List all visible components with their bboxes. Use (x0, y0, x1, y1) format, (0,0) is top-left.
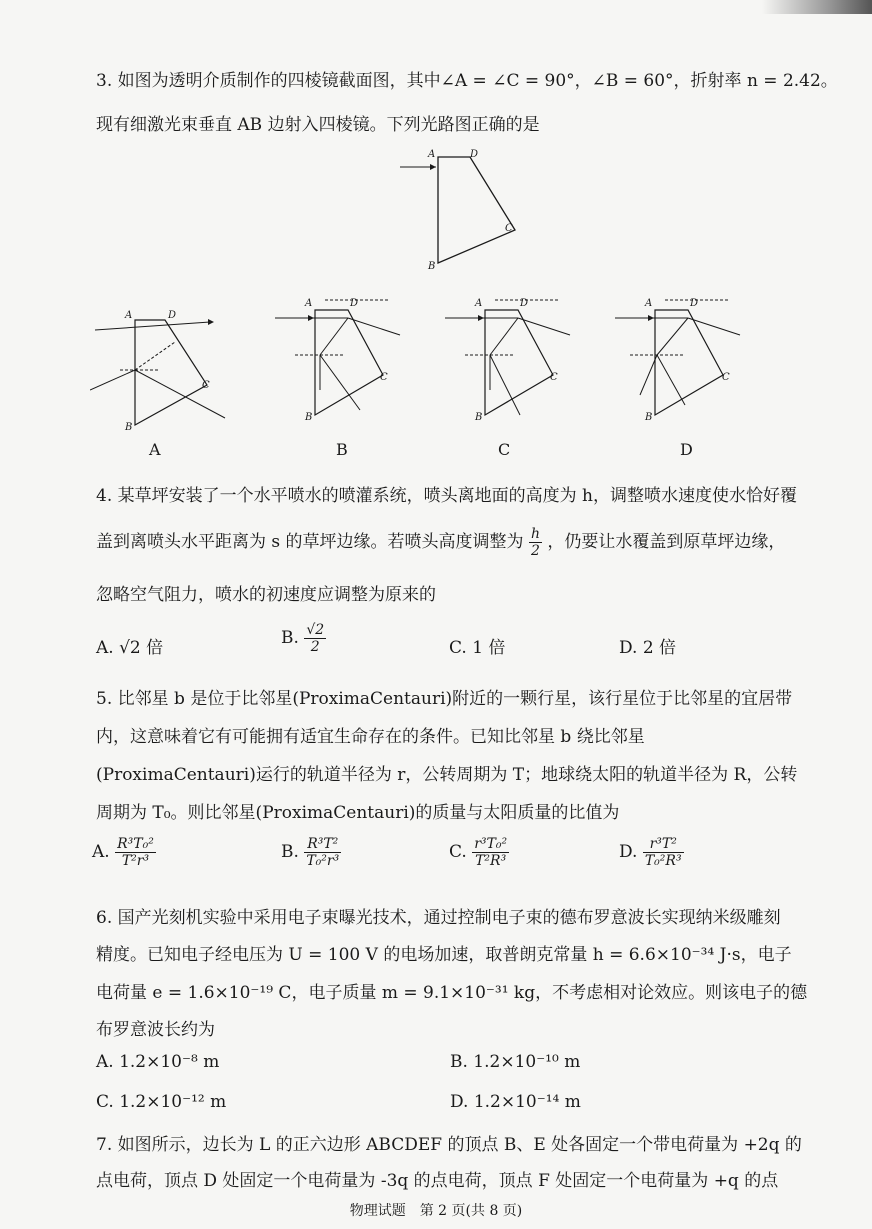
q5-option-b: B. $\frac{\text{R³T²}}{\text{T₀²r³}}$ (281, 836, 340, 869)
svg-text:C: C (202, 380, 210, 391)
q6-line2: 精度。已知电子经电压为 U = 100 V 的电场加速，取普朗克常量 h = 6.6×10⁻³⁴ J·s，电子 (96, 945, 792, 965)
svg-text:A: A (125, 310, 133, 321)
q5-option-d: D. $\frac{\text{r³T²}}{\text{T₀²R³}}$ (619, 836, 682, 869)
q3-option-d-diagram (610, 290, 755, 430)
svg-text:D: D (520, 298, 529, 309)
q5-line2: 内，这意味着它有可能拥有适宜生命存在的条件。已知比邻星 b 绕比邻星 (96, 727, 645, 747)
q4-option-a: A. √2 倍 (96, 638, 164, 658)
q4-line1: 4. 某草坪安装了一个水平喷水的喷灌系统，喷头离地面的高度为 h，调整喷水速度使水恰好覆 (96, 486, 797, 506)
label-D: D (470, 149, 479, 160)
q3-option-b-diagram (270, 290, 415, 430)
q6-option-c: C. 1.2×10⁻¹² m (96, 1092, 227, 1112)
q5-line1: 5. 比邻星 b 是位于比邻星(ProximaCentauri)附近的一颗行星，该行星位于比邻星的宜居带 (96, 689, 793, 709)
svg-text:C: C (550, 372, 558, 383)
svg-text:A: A (645, 298, 653, 309)
svg-text:C: C (722, 372, 730, 383)
q4-option-d: D. 2 倍 (619, 638, 677, 658)
svg-text:B: B (125, 422, 133, 433)
label-B: B (428, 261, 436, 272)
q4-option-c: C. 1 倍 (449, 638, 506, 658)
q3-option-d-label: D (680, 440, 693, 459)
q5-line4: 周期为 T₀。则比邻星(ProximaCentauri)的质量与太阳质量的比值为 (96, 803, 620, 823)
q6-option-d: D. 1.2×10⁻¹⁴ m (450, 1092, 581, 1112)
q3-main-prism (390, 145, 530, 275)
svg-text:B: B (475, 412, 483, 423)
label-C: C (505, 223, 513, 234)
q6-option-a: A. 1.2×10⁻⁸ m (96, 1052, 220, 1072)
q4-fraction: $\frac{h}{2}$ (530, 526, 540, 559)
svg-text:D: D (168, 310, 177, 321)
q3-line1: 3. 如图为透明介质制作的四棱镜截面图，其中∠A = ∠C = 90°，∠B = 60°，折射率 n = 2.42。 (96, 71, 838, 91)
svg-text:B: B (645, 412, 653, 423)
q6-line4: 布罗意波长约为 (96, 1020, 215, 1040)
q6-line1: 6. 国产光刻机实验中采用电子束曝光技术，通过控制电子束的德布罗意波长实现纳米级雕刻 (96, 908, 781, 928)
scan-shadow (762, 0, 872, 14)
q4-option-b: B. $\frac{√2}{2}$ (281, 622, 325, 655)
q6-line3: 电荷量 e = 1.6×10⁻¹⁹ C，电子质量 m = 9.1×10⁻³¹ kg，不考虑相对论效应。则该电子的德 (96, 983, 808, 1003)
q7-line1: 7. 如图所示，边长为 L 的正六边形 ABCDEF 的顶点 B、E 处各固定一个带电荷量为 +2q 的 (96, 1135, 802, 1155)
svg-text:C: C (380, 372, 388, 383)
q3-option-c-label: C (498, 440, 511, 459)
q5-option-c: C. $\frac{\text{r³T₀²}}{\text{T²R³}}$ (449, 836, 508, 869)
q3-option-b-label: B (336, 440, 348, 459)
svg-text:D: D (350, 298, 359, 309)
q4-line3: 忽略空气阻力，喷水的初速度应调整为原来的 (96, 585, 436, 605)
q6-option-b: B. 1.2×10⁻¹⁰ m (450, 1052, 581, 1072)
page-footer: 物理试题 第 2 页(共 8 页) (349, 1203, 523, 1219)
q7-line2: 点电荷，顶点 D 处固定一个电荷量为 -3q 的点电荷，顶点 F 处固定一个电荷量为 +q 的点 (96, 1171, 779, 1191)
q3-option-a-label: A (149, 440, 161, 459)
label-A: A (428, 149, 436, 160)
svg-text:B: B (305, 412, 313, 423)
svg-text:A: A (475, 298, 483, 309)
svg-text:D: D (690, 298, 699, 309)
q5-option-a: A. $\frac{\text{R³T₀²}}{\text{T²r³}}$ (92, 836, 154, 869)
q3-line2: 现有细激光束垂直 AB 边射入四棱镜。下列光路图正确的是 (96, 115, 540, 135)
q3-option-a-diagram (90, 300, 235, 435)
svg-text:A: A (305, 298, 313, 309)
q3-option-c-diagram (440, 290, 585, 430)
q4-line2: 盖到离喷头水平距离为 s 的草坪边缘。若喷头高度调整为 $\frac{h}{2}$ ，仍要让水覆盖到原草坪边缘， (96, 526, 786, 559)
q5-line3: (ProximaCentauri)运行的轨道半径为 r，公转周期为 T；地球绕太阳的轨道半径为 R，公转 (96, 765, 798, 785)
